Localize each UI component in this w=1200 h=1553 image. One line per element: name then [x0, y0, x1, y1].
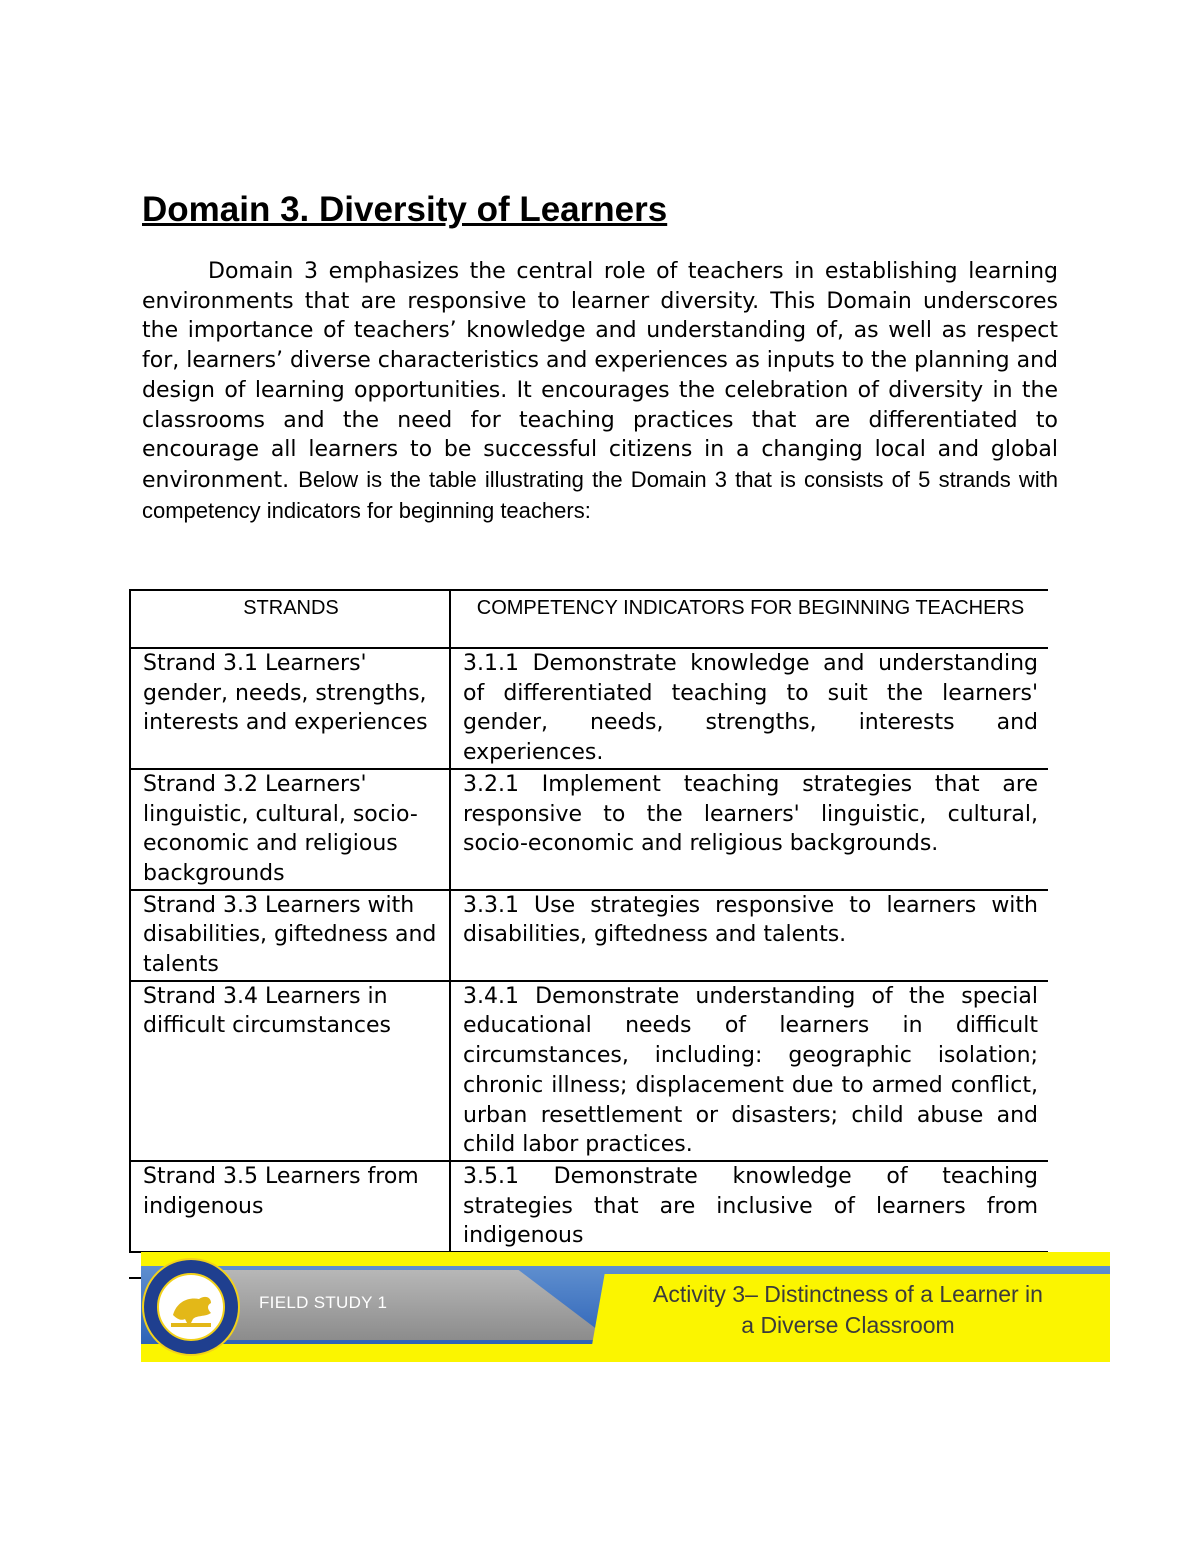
table-row [130, 1161, 1048, 1252]
strand-cell: Strand 3.5 Learners from indigenous [130, 1161, 450, 1252]
strand-cell: Strand 3.2 Learners' linguistic, cultural, socio-economic and religious backgrounds [130, 769, 450, 890]
table-row [130, 648, 1048, 769]
footer-banner [141, 1252, 1110, 1362]
table-header-row [130, 590, 1048, 648]
indicator-cell: 3.1.1 Demonstrate knowledge and understanding of differentiated teaching to suit the learners' gender, needs, strengths, interests and experiences. [450, 648, 1048, 769]
intro-body: Domain 3 emphasizes the central role of teachers in establishing learning environments that are responsive to learner diversity. This Domain underscores the importance of teachers’ knowledge and understanding of, as well as respect for, learners’ diverse characteristics and experiences as inputs to the planning and design of learning opportunities. It encourages the celebration of diversity in the classrooms and the need for teaching practices that are differentiated to encourage all learners to be successful citizens in a changing local and global environment. [142, 259, 1058, 493]
table-row [130, 769, 1048, 890]
strand-cell: Strand 3.4 Learners in difficult circumstances [130, 981, 450, 1161]
page-title: Domain 3. Diversity of Learners [142, 190, 668, 229]
strand-cell: Strand 3.3 Learners with disabilities, giftedness and talents [130, 890, 450, 981]
header-competency: COMPETENCY INDICATORS FOR BEGINNING TEACHERS [450, 590, 1048, 648]
indicator-cell: 3.2.1 Implement teaching strategies that are responsive to the learners' linguistic, cultural, socio-economic and religious backgrounds. [450, 769, 1048, 890]
table-row [130, 981, 1048, 1161]
activity-title-line-1: Activity 3– Distinctness of a Learner in [653, 1281, 1043, 1307]
header-strands: STRANDS [130, 590, 450, 648]
activity-title-line-2: a Diverse Classroom [741, 1312, 955, 1338]
indicator-cell: 3.4.1 Demonstrate understanding of the special educational needs of learners in difficult circumstances, including: geographic isolation; chronic illness; displacement due to armed conflict, urban resettlement or disasters; child abuse and child labor practices. [450, 981, 1048, 1161]
strands-table [129, 589, 1048, 1253]
strand-cell: Strand 3.1 Learners' gender, needs, strengths, interests and experiences [130, 648, 450, 769]
indicator-cell: 3.5.1 Demonstrate knowledge of teaching strategies that are inclusive of learners from indigenous [450, 1161, 1048, 1252]
strands-table-container [129, 589, 1048, 1279]
university-seal-icon [141, 1257, 241, 1357]
intro-paragraph [142, 257, 1058, 526]
course-label: FIELD STUDY 1 [259, 1293, 388, 1312]
indicator-cell: 3.3.1 Use strategies responsive to learners with disabilities, giftedness and talents. [450, 890, 1048, 981]
table-row [130, 890, 1048, 981]
activity-title [603, 1279, 1093, 1341]
intro-tail: Below is the table illustrating the Domain 3 that is consists of 5 strands with competency indicators for beginning teachers: [142, 466, 1058, 523]
